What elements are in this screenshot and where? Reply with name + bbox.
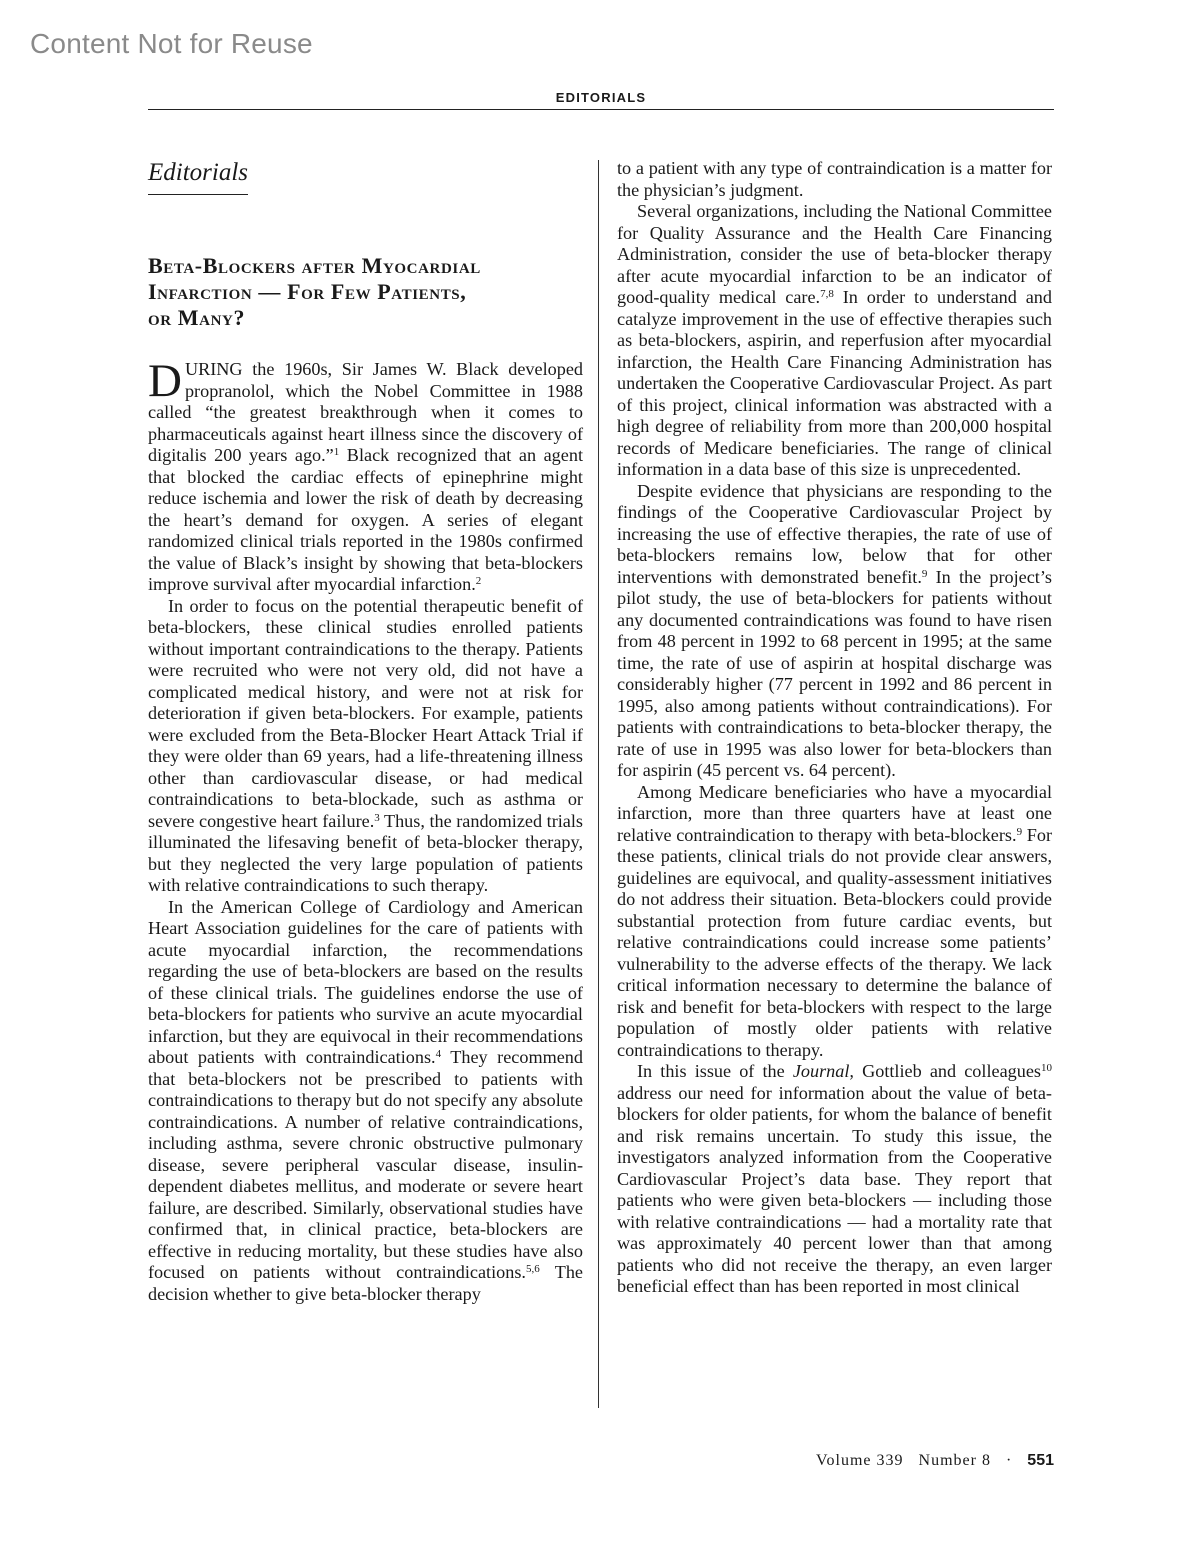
volume-label: Volume 339 bbox=[816, 1452, 904, 1469]
column-divider bbox=[598, 160, 599, 1408]
footer-separator: · bbox=[1005, 1452, 1013, 1469]
paragraph bbox=[617, 201, 1052, 481]
left-column bbox=[148, 158, 583, 1305]
running-head: EDITORIALS bbox=[555, 90, 647, 105]
paragraph-text: Despite evidence that physicians are responding to the findings of the Cooperative Cardiovascular Project by increasing the use of effective therapies, the rate of use of beta-blockers remains low, below that for other interventions with demonstrated benefit. bbox=[617, 480, 1052, 587]
paragraph-text: In order to understand and catalyze improvement in the use of effective therapies such as beta-blockers, aspirin, and reperfusion after myocardial infarction, the Health Care Financing Administration has undertaken the Cooperative Cardiovascular Project. As part of this project, clinical information was abstracted with a high degree of reliability from more than 200,000 hospital records of Medicare beneficiaries. The range of clinical information in a data base of this size is unprecedented. bbox=[617, 287, 1052, 479]
issue-number: Number 8 bbox=[918, 1452, 991, 1469]
right-column bbox=[617, 158, 1052, 1298]
paragraph bbox=[148, 596, 583, 897]
paragraph bbox=[148, 355, 583, 596]
reference-marker: 10 bbox=[1040, 1062, 1052, 1074]
paragraph bbox=[617, 1061, 1052, 1298]
paragraph-text: address our need for information about the value of beta-blockers for older patients, for whom the balance of benefit and risk remains uncertain. To study this issue, the investigators analyzed information from the Cooperative Cardiovascular Project’s data base. They report that patients who were given beta-blockers — including those with relative contraindications — had a mortality rate that was approximately 40 percent lower than that among patients who did not receive the therapy, an even larger beneficial effect than has been reported in most clinical bbox=[617, 1082, 1052, 1296]
paragraph-text: In the project’s pilot study, the use of beta-blockers for patients without any documented contraindications was found to have risen from 48 percent in 1992 to 68 percent in 1995; at the same time, the rate of use of aspirin at hospital discharge was considerably higher (77 percent in 1992 and 86 percent in 1995, also among patients without contraindications). For patients with contraindications to beta-blocker therapy, the rate of use in 1995 was also lower for beta-blockers than for aspirin (45 percent vs. 64 percent). bbox=[617, 566, 1052, 780]
paragraph bbox=[617, 158, 1052, 201]
section-label: Editorials bbox=[148, 158, 248, 195]
paragraph-text: In order to focus on the potential therapeutic benefit of beta-blockers, these clinical studies enrolled patients without important contraindications to the therapy. Patients were recruited who were not very old, did not have a complicated medical history, and were not at risk for deterioration if given beta-blockers. For example, patients were excluded from the Beta-Blocker Heart Attack Trial if they were older than 69 years, had a life-threatening illness other than cardiovascular disease, or had medical contraindications to beta-blockade, such as asthma or severe congestive heart failure. bbox=[148, 595, 583, 831]
reference-marker: 2 bbox=[475, 575, 482, 587]
reference-marker: 9 bbox=[921, 567, 928, 580]
paragraph-text: They recommend that beta-blockers not be prescribed to patients with contraindications to therapy but do not specify any absolute contraindications. A number of relative contraindications, including asthma, severe chronic obstructive pulmonary disease, severe peripheral vascular disease, insulin-dependent diabetes mellitus, and moderate or severe heart failure, are described. Similarly, observational studies have confirmed that, in clinical practice, beta-blockers are effective in reducing mortality, but these studies have also focused on patients without contraindications. bbox=[148, 1047, 583, 1282]
article-title bbox=[148, 253, 583, 331]
page-number: 551 bbox=[1027, 1452, 1054, 1469]
reference-marker: 7,8 bbox=[820, 288, 834, 300]
header-rule bbox=[148, 109, 1054, 110]
title-line-3: or Many? bbox=[148, 305, 246, 330]
paragraph-text: Among Medicare beneficiaries who have a myocardial infarction, more than three quarters have at least one relative contraindication to therapy with beta-blockers. bbox=[617, 781, 1052, 845]
journal-name: Journal, bbox=[792, 1061, 854, 1081]
watermark-text: Content Not for Reuse bbox=[30, 28, 313, 59]
reference-marker: 9 bbox=[1016, 825, 1023, 838]
page-footer bbox=[816, 1452, 1054, 1470]
paragraph-text: In the American College of Cardiology and American Heart Association guidelines for the care of patients with acute myocardial infarction, the recommendations regarding the use of beta-blockers are based on the results of these clinical trials. The guidelines endorse the use of beta-blockers for patients who survive an acute myocardial infarction, but they are equivocal in their recommendations about patients with contraindications. bbox=[148, 896, 583, 1067]
paragraph-text: Gottlieb and colleagues bbox=[853, 1061, 1041, 1081]
paragraph-text: For these patients, clinical trials do not provide clear answers, guidelines are equivocal, and quality-assessment initiatives do not address their situation. Beta-blockers could provide substantial protection from future cardiac events, but relative contraindications could increase some patients’ vulnerability to the adverse effects of the therapy. We lack critical information necessary to determine the balance of risk and benefit for beta-blockers with respect to the large population of mostly older patients with relative contraindications to therapy. bbox=[617, 824, 1052, 1060]
paragraph-text: Black recognized that an agent that blocked the cardiac effects of epinephrine might reduce ischemia and lower the risk of death by decreasing the heart’s demand for oxygen. A series of elegant randomized clinical trials reported in the 1980s confirmed the value of Black’s insight by showing that beta-blockers improve survival after myocardial infarction. bbox=[148, 445, 583, 594]
reference-marker: 1 bbox=[333, 446, 340, 458]
paragraph-text: Several organizations, including the National Committee for Quality Assurance and the Health Care Financing Administration, consider the use of beta-blocker therapy after acute myocardial infarction to be an indicator of good-quality medical care. bbox=[617, 201, 1052, 307]
reference-marker: 3 bbox=[374, 811, 380, 824]
paragraph-text: URING the 1960s, Sir James W. Black developed propranolol, which the Nobel Committee in 1988 called “the greatest breakthrough when it comes to pharmaceuticals against heart illness since the discovery of digitalis 200 years ago.” bbox=[148, 359, 583, 465]
paragraph bbox=[617, 481, 1052, 782]
title-line-2: Infarction — For Few Patients, bbox=[148, 279, 467, 304]
title-line-1: Beta-Blockers after Myocardial bbox=[148, 253, 481, 278]
reference-marker: 5,6 bbox=[525, 1263, 540, 1275]
paragraph-text: to a patient with any type of contraindication is a matter for the physician’s judgment. bbox=[617, 158, 1052, 200]
reference-marker: 4 bbox=[435, 1048, 442, 1060]
paragraph bbox=[617, 782, 1052, 1062]
paragraph-text: The decision whether to give beta-blocker therapy bbox=[148, 1262, 583, 1304]
paragraph bbox=[148, 897, 583, 1306]
paragraph-text: Thus, the randomized trials illuminated the lifesaving benefit of beta-blocker therapy, but they neglected the very large population of patients with relative contraindications to such therapy. bbox=[148, 810, 584, 895]
drop-cap: D bbox=[148, 355, 182, 407]
paragraph-text: In this issue of the bbox=[637, 1061, 793, 1081]
